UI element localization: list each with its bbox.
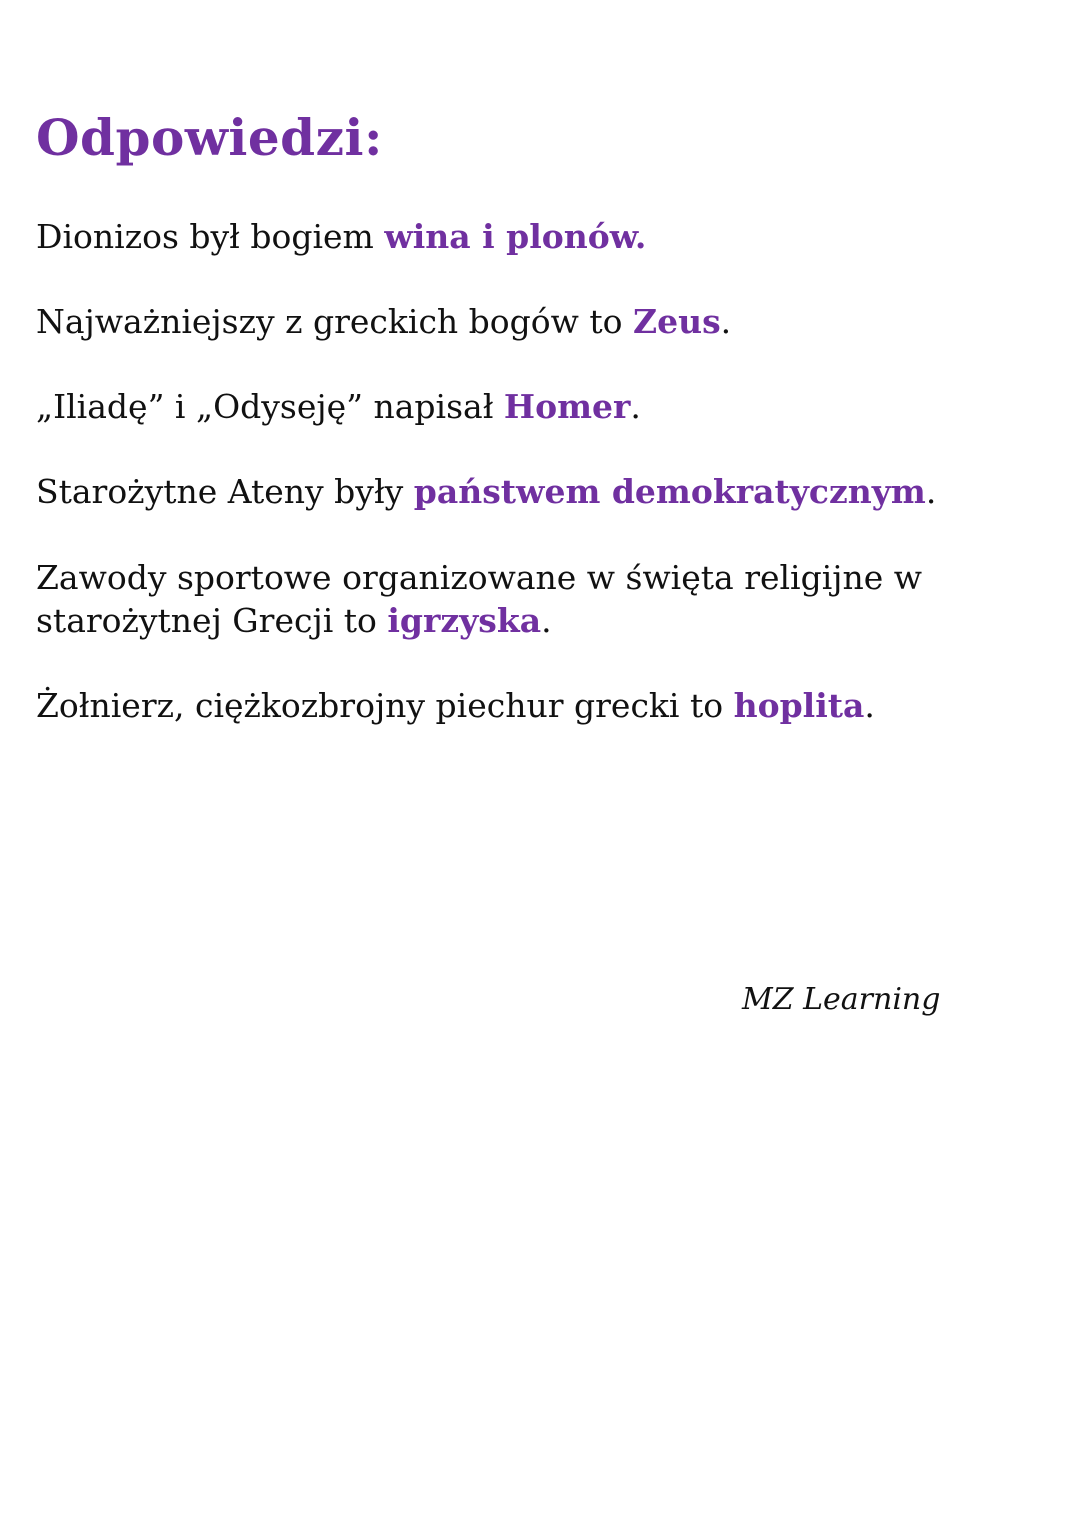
answer-text: wina i plonów. [384,217,647,256]
question-text: Najważniejszy z greckich bogów to [36,302,634,341]
question-text: Dionizos był bogiem [36,217,385,256]
answer-text: państwem demokratycznym [413,472,926,511]
answer-line [36,556,976,642]
question-text: Zawody sportowe organizowane w święta religijne w starożytnej Grecji to [36,558,923,640]
answer-line [36,470,1046,513]
answer-text: Zeus [633,302,721,341]
punctuation: . [720,302,732,341]
answer-text: Homer [503,387,631,426]
answer-line [36,300,1046,343]
question-text: „Iliadę” i „Odyseję” napisał [36,387,504,426]
punctuation: . [541,601,552,640]
page-title: Odpowiedzi: [36,108,383,167]
answer-line [36,215,1046,258]
signature: MZ Learning [742,982,941,1017]
answer-line [36,684,1046,727]
punctuation: . [864,686,875,725]
answer-text: igrzyska [387,601,542,640]
question-text: Żołnierz, ciężkozbrojny piechur grecki to [36,686,734,725]
answer-text: hoplita [733,686,865,725]
punctuation: . [630,387,641,426]
question-text: Starożytne Ateny były [36,472,414,511]
answer-line [36,385,1046,428]
punctuation: . [925,472,937,511]
